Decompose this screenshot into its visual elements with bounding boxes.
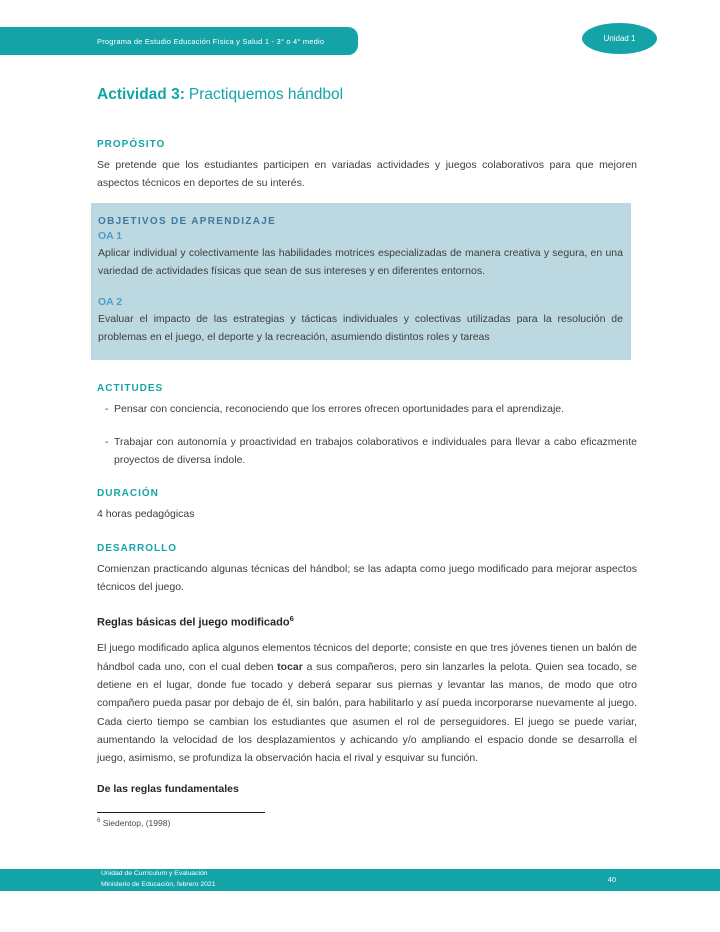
dash-bullet: - bbox=[105, 403, 109, 416]
footer-line2: Ministerio de Educación, febrero 2021 bbox=[101, 881, 216, 888]
desarrollo-heading: DESARROLLO bbox=[97, 542, 177, 554]
list-item bbox=[105, 433, 637, 470]
unit-badge-label: Unidad 1 bbox=[603, 34, 636, 43]
activity-number: Actividad 3: bbox=[97, 86, 185, 103]
rules-paragraph bbox=[97, 639, 637, 768]
oa-item bbox=[98, 229, 623, 281]
oa2-text: Evaluar el impacto de las estrategias y tácticas individuales y colectivas utilizadas para la resolución de problemas en el juego, el deporte y la recreación, asumiendo distintos roles y tareas bbox=[98, 312, 623, 343]
section-actitudes bbox=[97, 382, 637, 469]
rules-heading bbox=[97, 611, 637, 631]
list-item bbox=[105, 400, 637, 418]
actitud-text: Trabajar con autonomía y proactividad en trabajos colaborativos e individuales para llevar a cabo eficazmente proyectos de diversa índole. bbox=[114, 435, 637, 466]
oa1-text: Aplicar individual y colectivamente las habilidades motrices especializadas de manera creativa y segura, en una variedad de actividades físicas que sean de sus intereses y en diferentes entornos. bbox=[98, 246, 623, 278]
actitudes-heading: ACTITUDES bbox=[97, 383, 164, 395]
desarrollo-body: Comienzan practicando algunas técnicas del hándbol; se las adapta como juego modificado para mejorar aspectos técnicos del juego. bbox=[97, 562, 637, 594]
footnote-number: 6 bbox=[97, 818, 101, 825]
duracion-body: 4 horas pedagógicas bbox=[97, 508, 195, 521]
oa1-label: OA 1 bbox=[98, 229, 123, 242]
page-number: 40 bbox=[607, 875, 616, 885]
oa-item bbox=[98, 295, 623, 347]
header-program-bar bbox=[0, 27, 358, 55]
page-content bbox=[97, 86, 637, 829]
page-footer bbox=[0, 869, 720, 891]
page-title bbox=[97, 86, 637, 104]
proposito-heading: PROPÓSITO bbox=[97, 139, 166, 150]
unit-badge bbox=[582, 23, 657, 54]
actitud-text: Pensar con conciencia, reconociendo que los errores ofrecen oportunidades para el aprendizaje. bbox=[114, 403, 565, 416]
footnote-text bbox=[97, 818, 637, 829]
rules-bold-word: tocar bbox=[277, 660, 303, 673]
section-duracion bbox=[97, 487, 637, 523]
objetivos-heading: OBJETIVOS DE APRENDIZAJE bbox=[98, 215, 277, 227]
footer-institution bbox=[101, 869, 215, 890]
rules-heading-text: Reglas básicas del juego modificado bbox=[97, 616, 290, 629]
footnote-divider bbox=[97, 812, 265, 813]
footnote-reference: 6 bbox=[289, 613, 294, 623]
rules-text-end: a sus compañeros, pero sin lanzarles la pelota. Quien sea tocado, se detiene en el lugar, donde fue tocado y deberá separar sus piernas y levantar las manos, de modo que otro compañero pueda pasar por debajo de él, sin balón, para habilitarlo y así pueda incorporarse nuevamente al juego. Cada cierto tiempo se cambian los estudiantes que asumen el rol de perseguidores. El juego se puede variar, aumentando la velocidad de los desplazamientos y achicando y/o ampliando el espacio donde se desarrolla el juego, asimismo, se profundiza la observación hacia el rival y esquivar su función. bbox=[97, 660, 637, 765]
footnote-block bbox=[97, 812, 637, 829]
dash-bullet: - bbox=[105, 435, 109, 448]
objetivos-box bbox=[91, 203, 631, 361]
proposito-body: Se pretende que los estudiantes participen en variadas actividades y juegos colaborativos para que mejoren aspectos técnicos en deportes de su interés. bbox=[97, 159, 637, 190]
footnote-citation: Siedentop, (1998) bbox=[102, 818, 171, 829]
rules-subheading: De las reglas fundamentales bbox=[97, 782, 239, 795]
section-desarrollo bbox=[97, 542, 637, 597]
footer-line1: Unidad de Currículum y Evaluación bbox=[101, 870, 208, 878]
oa2-label: OA 2 bbox=[98, 295, 123, 308]
actitudes-list bbox=[97, 400, 637, 469]
activity-name: Practiquemos hándbol bbox=[188, 86, 344, 103]
duracion-heading: DURACIÓN bbox=[97, 488, 159, 500]
rules-text-start: El juego modificado aplica algunos elementos técnicos del deporte; consiste en que tres jóvenes tienen un balón de hándbol cada uno, con el cual deben bbox=[97, 642, 637, 673]
section-proposito bbox=[97, 138, 637, 193]
header-program-label: Programa de Estudio Educación Física y Salud 1 - 3° o 4° medio bbox=[97, 36, 325, 46]
